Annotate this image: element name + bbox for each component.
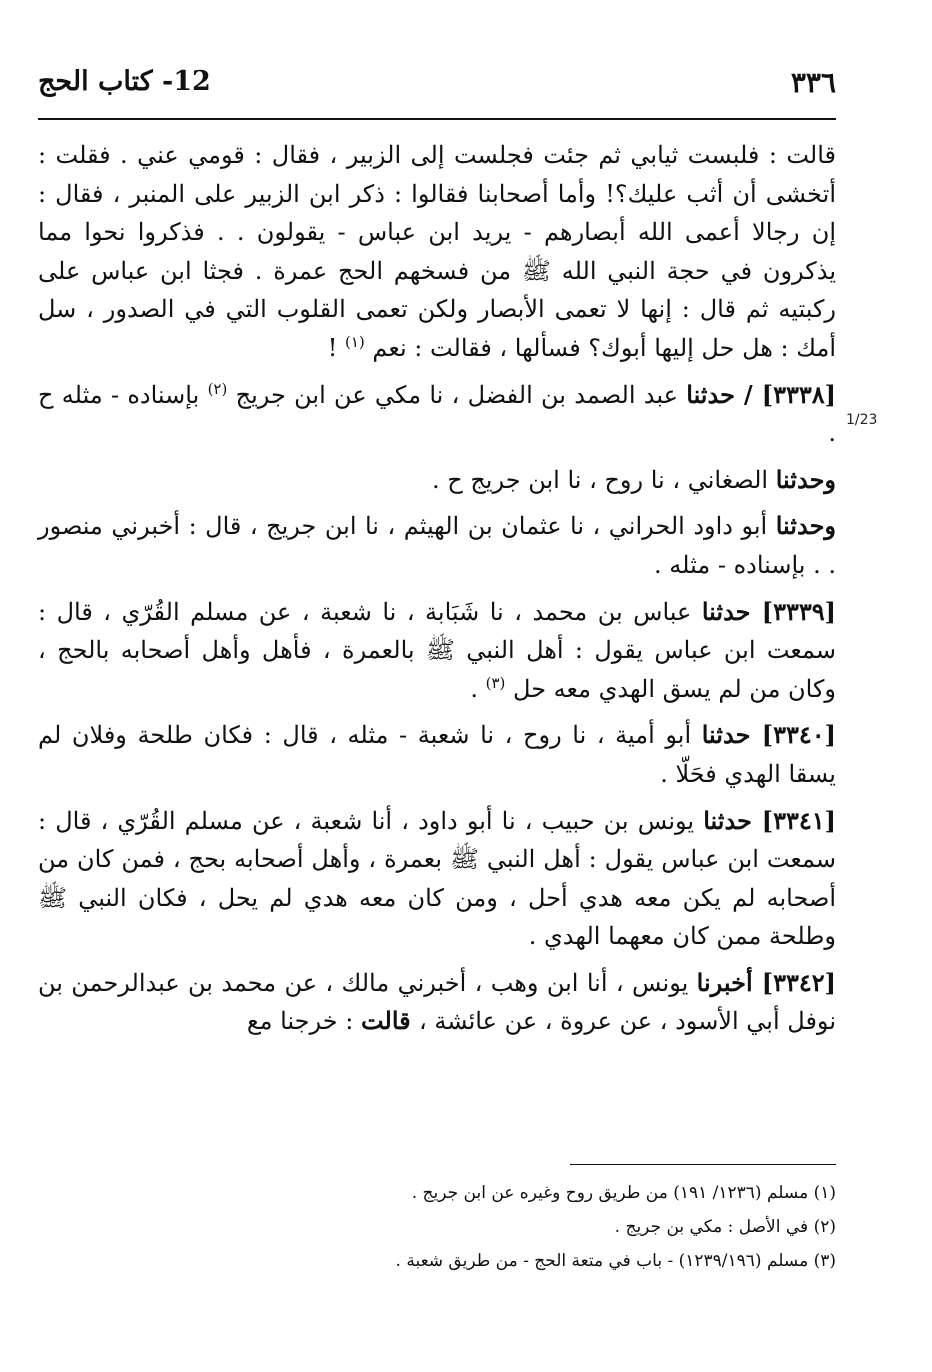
- narration-keyword: حدثنا: [686, 379, 735, 409]
- page-header: [38, 60, 836, 100]
- hadith-3338: [38, 376, 836, 453]
- header-divider: [38, 118, 836, 120]
- narration-keyword: حدثنا: [701, 720, 762, 750]
- paragraph-text: أبو داود الحراني ، نا عثمان بن الهيثم ، نا ابن جريج ، قال : أخبرني منصور . . بإسناده - مثله .: [38, 512, 836, 579]
- paragraph-text: أبو أمية ، نا روح ، نا شعبة - مثله ، قال : فكان طلحة وفلان لم يسقا الهدي فحَلّا .: [38, 721, 836, 788]
- hadith-number: [٣٣٤٢]: [761, 967, 836, 997]
- footnote-ref: (٢): [207, 379, 228, 398]
- paragraph-text: قالت : فلبست ثيابي ثم جئت فجلست إلى الزبير ، فقال : قومي عني . فقلت : أتخشى أن أثب عليك؟! وأما أصحابنا فقالوا : ذكر ابن الزبير على المنبر ، فقال : إن رجالا أعمى الله أبصارهم - يريد ابن عباس - يقولون . . فذكروا نحوا مما يذكرون في حجة النبي الله ﷺ من فسخهم الحج عمرة . فجثا ابن عباس على ركبتيه ثم قال : إنها لا تعمى الأبصار ولكن تعمى القلوب التي في الصدور ، سل أمك : هل حل إليها أبوك؟ فسألها ، فقالت : نعم: [38, 141, 837, 362]
- chapter-title: 12- كتاب الحج: [38, 66, 211, 97]
- paragraph-text: .: [470, 674, 486, 703]
- paragraph-text: !: [327, 333, 338, 362]
- footnote-3: (٣) مسلم (١٢٣٩/١٩٦) - باب في متعة الحج - من طريق شعبة .: [395, 1251, 836, 1271]
- paragraph-continuation: [38, 136, 836, 368]
- page-separator: /: [734, 379, 762, 409]
- hadith-3342: [38, 964, 836, 1041]
- narration-keyword: حدثنا: [701, 596, 762, 626]
- paragraph-text: : خرجنا مع: [246, 1007, 361, 1036]
- footnote-ref: (٣): [485, 673, 506, 692]
- paragraph-text: بإسناده - مثله ح .: [38, 380, 836, 448]
- hadith-3339: [38, 593, 836, 709]
- hadith-3340: [38, 716, 836, 793]
- narration-keyword: وحدثنا: [775, 464, 836, 494]
- main-text: [38, 136, 836, 1041]
- hadith-number: [٣٣٤١]: [761, 805, 836, 835]
- margin-note: 1/23: [846, 412, 878, 428]
- footnote-ref: (١): [344, 332, 365, 351]
- narration-keyword: حدثنا: [703, 805, 762, 835]
- footnote-1: (١) مسلم (١٢٣٦/ ١٩١) من طريق روح وغيره عن ابن جريج .: [411, 1183, 836, 1203]
- hadith-3341: [38, 802, 836, 956]
- narration-keyword: أخبرنا: [696, 967, 762, 997]
- hadith-number: [٣٣٣٩]: [761, 596, 836, 626]
- hadith-chain: [38, 461, 836, 500]
- footnote-2: (٢) في الأصل : مكي بن جريج .: [614, 1217, 836, 1237]
- hadith-chain: [38, 507, 836, 584]
- paragraph-text: يونس ، أنا ابن وهب ، أخبرني مالك ، عن محمد بن عبدالرحمن بن نوفل أبي الأسود ، عن عروة ، عن عائشة ،: [38, 968, 836, 1036]
- paragraph-text: عباس بن محمد ، نا شَبَابة ، نا شعبة ، عن مسلم القُرّي ، قال : سمعت ابن عباس يقول : أهل النبي ﷺ بالعمرة ، فأهل وأهل أصحابه بالحج ، وكان من لم يسق الهدي معه حل: [38, 597, 836, 703]
- paragraph-text: عبد الصمد بن الفضل ، نا مكي عن ابن جريج: [227, 380, 687, 409]
- paragraph-text: الصغاني ، نا روح ، نا ابن جريج ح .: [431, 465, 776, 494]
- paragraph-text: يونس بن حبيب ، نا أبو داود ، أنا شعبة ، عن مسلم القُرّي ، قال : سمعت ابن عباس يقول : أهل النبي ﷺ بعمرة ، وأهل أصحابه بحج ، فمن كان من أصحابه لم يكن معه هدي أحل ، ومن كان معه هدي لم يحل ، فكان النبي ﷺ وطلحة ممن كان معهما الهدي .: [38, 806, 836, 951]
- narration-keyword: وحدثنا: [775, 511, 836, 541]
- hadith-number: [٣٣٣٨]: [761, 379, 836, 409]
- narration-keyword: قالت: [360, 1006, 419, 1036]
- page-number: ٣٣٦: [790, 66, 836, 99]
- footnotes: [38, 1176, 836, 1278]
- hadith-number: [٣٣٤٠]: [761, 720, 836, 750]
- footnote-divider: [570, 1164, 836, 1165]
